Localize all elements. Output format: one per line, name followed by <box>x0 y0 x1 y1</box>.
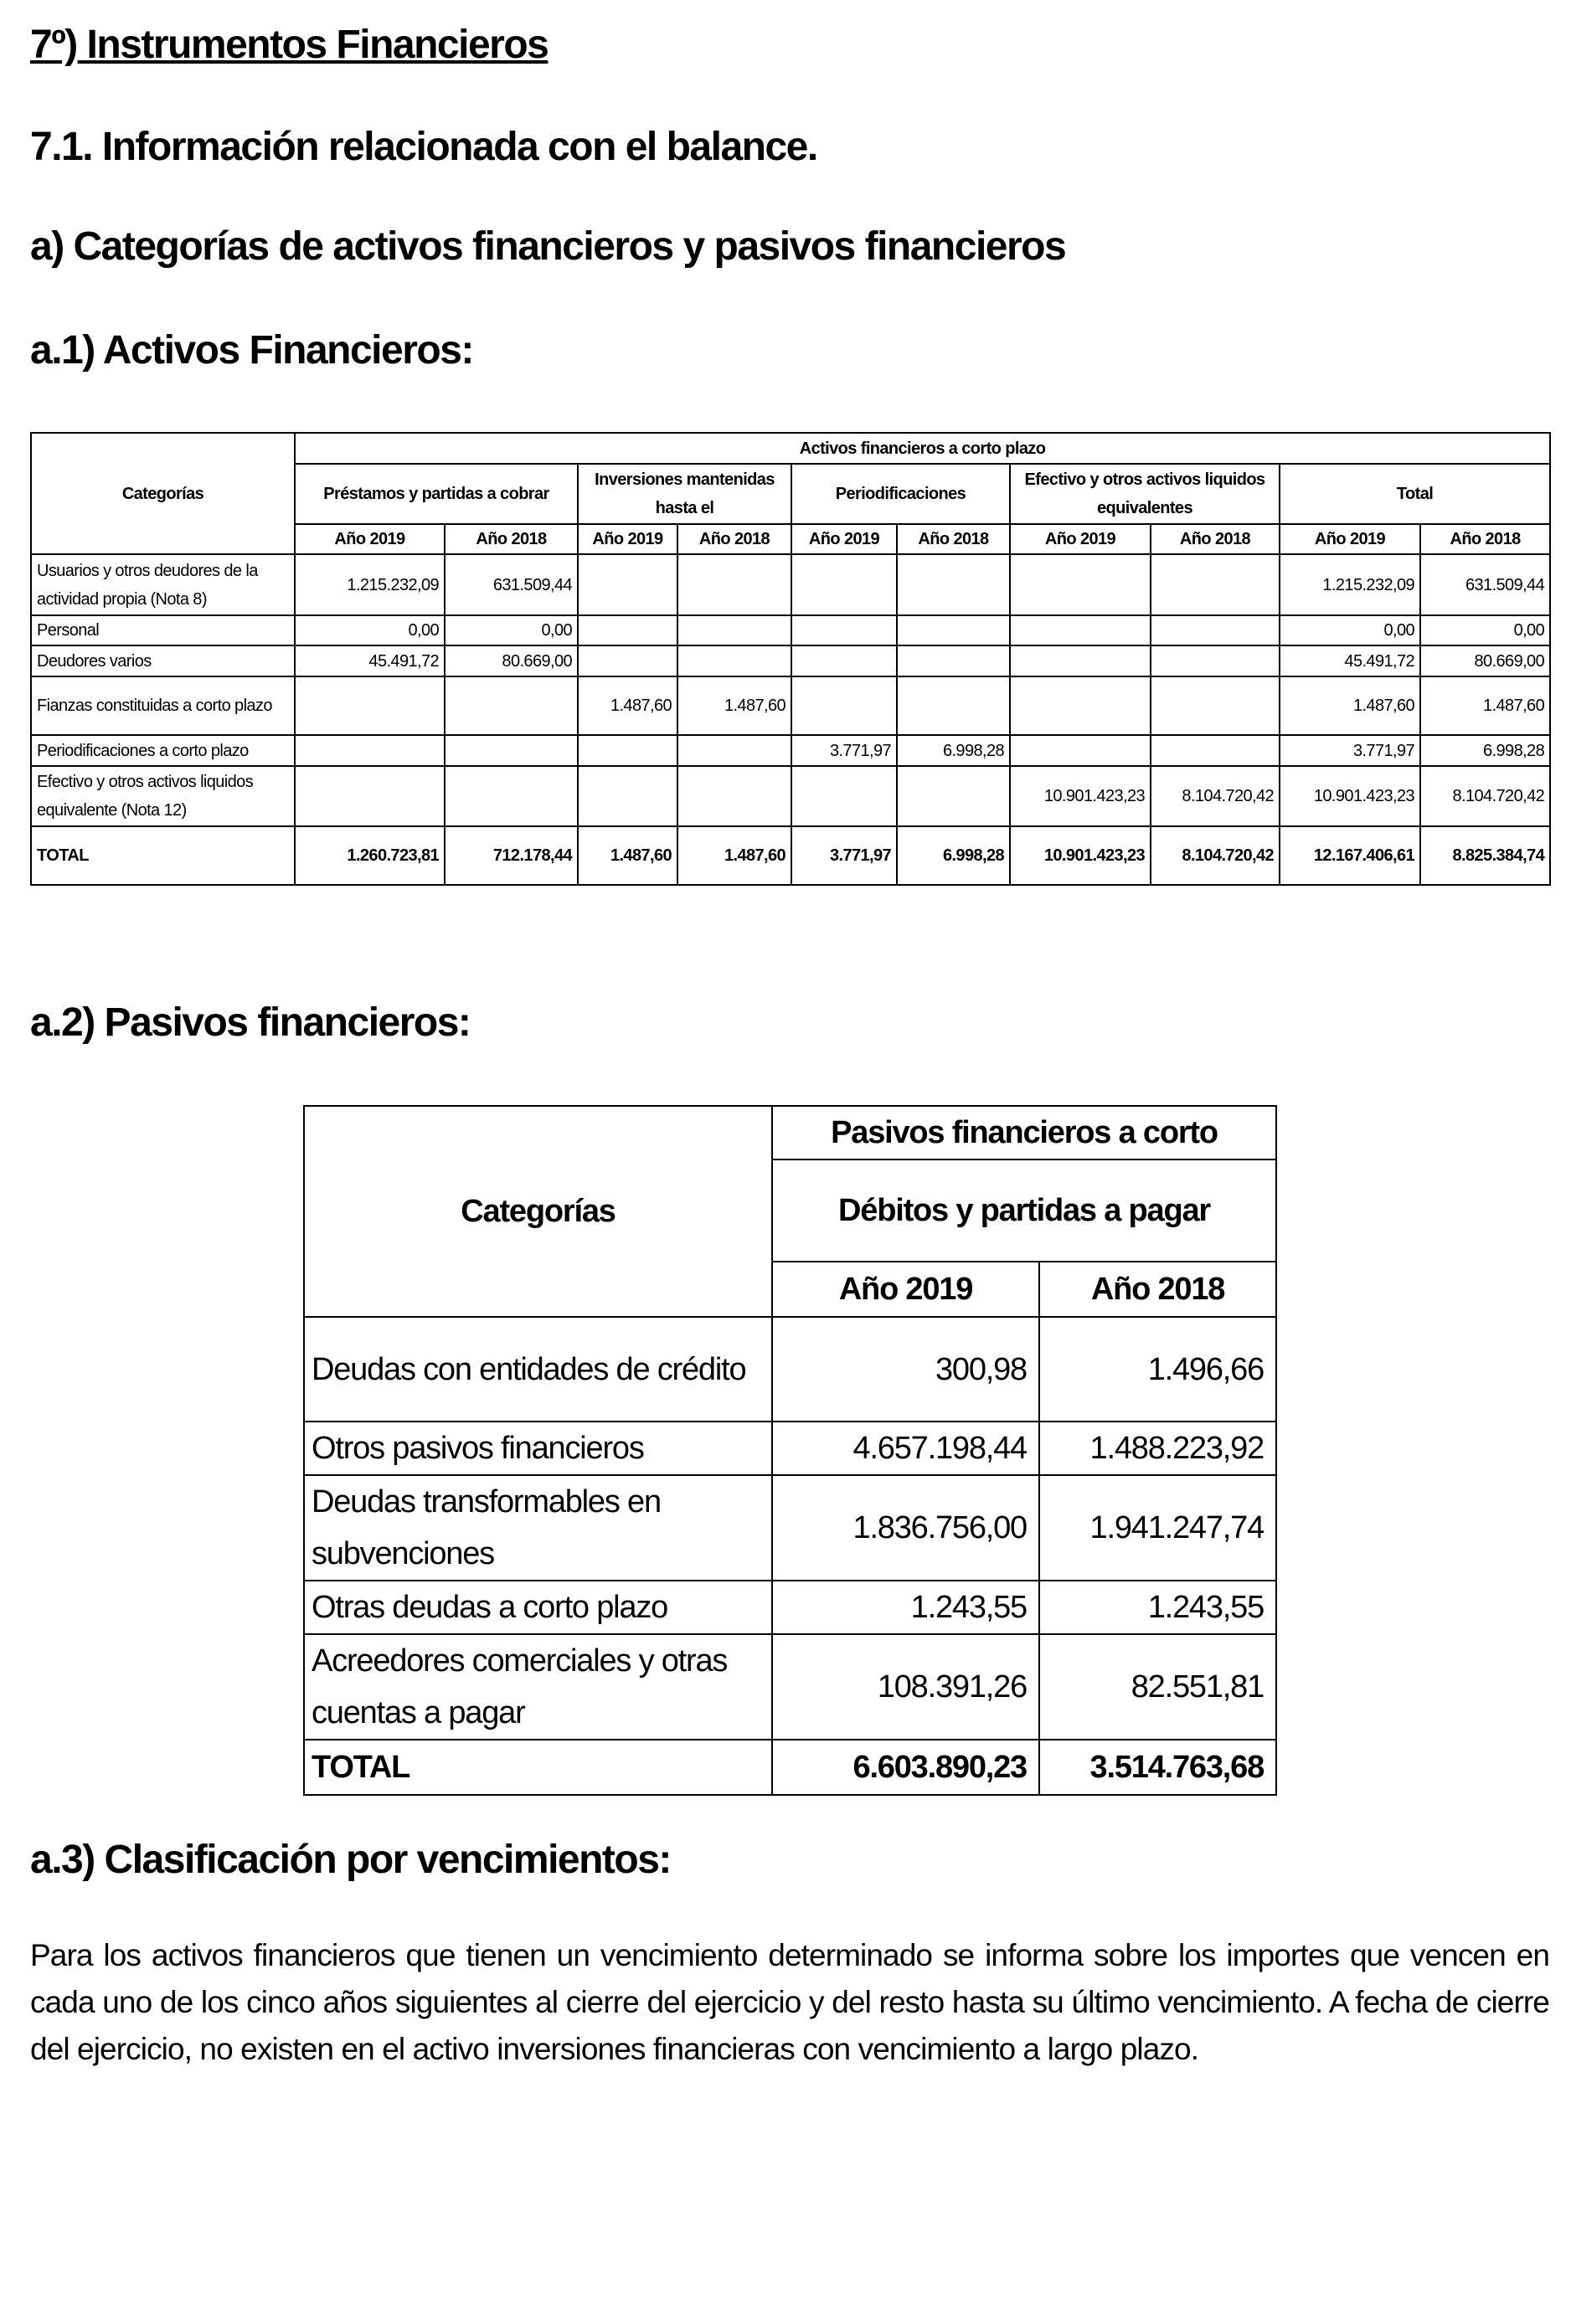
value-cell: 631.509,44 <box>445 554 578 615</box>
value-cell: 80.669,00 <box>1420 645 1550 676</box>
subsection-title: 7.1. Información relacionada con el balance. <box>30 125 817 169</box>
value-cell: 3.771,97 <box>791 735 897 766</box>
value-cell <box>791 615 897 645</box>
value-cell: 6.998,28 <box>1420 735 1550 766</box>
value-cell <box>791 645 897 676</box>
value-cell <box>791 554 897 615</box>
table-row <box>304 1317 1276 1422</box>
value-cell: 1.243,55 <box>772 1581 1039 1634</box>
table-row <box>304 1422 1276 1475</box>
value-cell <box>897 645 1010 676</box>
value-cell <box>677 766 791 826</box>
group-header: Activos financieros a corto plazo <box>295 433 1550 464</box>
column-group-header: Inversiones mantenidas hasta el <box>578 464 791 524</box>
row-label: Personal <box>31 615 295 645</box>
value-cell: 10.901.423,23 <box>1280 766 1420 826</box>
value-cell <box>445 735 578 766</box>
total-row <box>31 826 1550 885</box>
value-cell: 1.215.232,09 <box>1280 554 1420 615</box>
value-cell: 1.487,60 <box>1420 676 1550 735</box>
value-cell <box>295 735 445 766</box>
value-cell: 82.551,81 <box>1039 1634 1276 1740</box>
row-label: Fianzas constituidas a corto plazo <box>31 676 295 735</box>
value-cell <box>897 615 1010 645</box>
value-cell: 0,00 <box>1420 615 1550 645</box>
categories-heading: a) Categorías de activos financieros y pasivos financieros <box>30 224 1066 269</box>
value-cell <box>791 676 897 735</box>
year-header: Año 2018 <box>445 524 578 554</box>
section-title: 7º) Instrumentos Financieros <box>30 23 549 67</box>
value-cell <box>1010 735 1151 766</box>
total-value: 6.998,28 <box>897 826 1010 885</box>
value-cell: 45.491,72 <box>295 645 445 676</box>
value-cell <box>445 676 578 735</box>
value-cell <box>578 615 677 645</box>
year-header: Año 2019 <box>295 524 445 554</box>
financial-liabilities-table <box>303 1105 1277 1796</box>
column-group-header: Total <box>1280 464 1550 524</box>
categories-header: Categorías <box>31 433 295 554</box>
value-cell: 1.836.756,00 <box>772 1475 1039 1581</box>
total-value: 1.260.723,81 <box>295 826 445 885</box>
value-cell: 1.487,60 <box>578 676 677 735</box>
value-cell: 4.657.198,44 <box>772 1422 1039 1475</box>
value-cell <box>677 615 791 645</box>
row-label: Periodificaciones a corto plazo <box>31 735 295 766</box>
table-row <box>31 735 1550 766</box>
year-header: Año 2019 <box>772 1262 1039 1317</box>
value-cell <box>1010 676 1151 735</box>
row-label: Deudas con entidades de crédito <box>304 1317 772 1422</box>
value-cell <box>445 766 578 826</box>
total-value: 3.771,97 <box>791 826 897 885</box>
value-cell: 1.941.247,74 <box>1039 1475 1276 1581</box>
value-cell <box>677 554 791 615</box>
value-cell: 80.669,00 <box>445 645 578 676</box>
value-cell <box>897 554 1010 615</box>
value-cell <box>791 766 897 826</box>
value-cell <box>677 735 791 766</box>
value-cell: 0,00 <box>1280 615 1420 645</box>
table-row <box>31 645 1550 676</box>
value-cell: 1.496,66 <box>1039 1317 1276 1422</box>
subgroup-header: Débitos y partidas a pagar <box>772 1159 1276 1262</box>
total-value: 1.487,60 <box>578 826 677 885</box>
total-value: 1.487,60 <box>677 826 791 885</box>
row-label: Deudas transformables en subvenciones <box>304 1475 772 1581</box>
total-value: 6.603.890,23 <box>772 1740 1039 1795</box>
total-value: 8.825.384,74 <box>1420 826 1550 885</box>
value-cell <box>578 766 677 826</box>
value-cell: 1.487,60 <box>677 676 791 735</box>
value-cell: 631.509,44 <box>1420 554 1550 615</box>
row-label: Acreedores comerciales y otras cuentas a pagar <box>304 1634 772 1740</box>
value-cell <box>295 766 445 826</box>
year-header: Año 2018 <box>1420 524 1550 554</box>
total-row <box>304 1740 1276 1795</box>
value-cell: 1.488.223,92 <box>1039 1422 1276 1475</box>
maturity-paragraph: Para los activos financieros que tienen un vencimiento determinado se informa sobre los importes que vencen en cada uno de los cinco años siguientes al cierre del ejercicio y del resto hasta su último vencimiento. A fecha de cierre del ejercicio, no existen en el activo inversiones financieras con vencimiento a largo plazo. <box>30 1938 1549 2066</box>
value-cell <box>1151 676 1280 735</box>
total-value: 712.178,44 <box>445 826 578 885</box>
value-cell <box>295 676 445 735</box>
table-row <box>304 1475 1276 1581</box>
year-header: Año 2019 <box>1010 524 1151 554</box>
liabilities-heading: a.2) Pasivos financieros: <box>30 1000 471 1045</box>
value-cell <box>1010 554 1151 615</box>
year-header: Año 2019 <box>578 524 677 554</box>
value-cell: 1.487,60 <box>1280 676 1420 735</box>
total-value: 10.901.423,23 <box>1010 826 1151 885</box>
table-row <box>31 554 1550 615</box>
value-cell: 0,00 <box>445 615 578 645</box>
year-header: Año 2018 <box>1151 524 1280 554</box>
column-group-header: Periodificaciones <box>791 464 1010 524</box>
value-cell <box>578 554 677 615</box>
value-cell <box>1151 554 1280 615</box>
column-group-header: Préstamos y partidas a cobrar <box>295 464 578 524</box>
value-cell <box>1151 645 1280 676</box>
value-cell <box>897 766 1010 826</box>
year-header: Año 2018 <box>897 524 1010 554</box>
value-cell <box>677 645 791 676</box>
row-label: Otros pasivos financieros <box>304 1422 772 1475</box>
value-cell: 45.491,72 <box>1280 645 1420 676</box>
value-cell: 1.215.232,09 <box>295 554 445 615</box>
table-row <box>304 1581 1276 1634</box>
value-cell <box>1151 615 1280 645</box>
total-value: 12.167.406,61 <box>1280 826 1420 885</box>
value-cell <box>1010 615 1151 645</box>
assets-heading: a.1) Activos Financieros: <box>30 328 473 373</box>
total-value: 3.514.763,68 <box>1039 1740 1276 1795</box>
table-row <box>304 1634 1276 1740</box>
total-label: TOTAL <box>31 826 295 885</box>
row-label: Usuarios y otros deudores de la actividad propia (Nota 8) <box>31 554 295 615</box>
maturity-heading: a.3) Clasificación por vencimientos: <box>30 1838 671 1882</box>
column-group-header: Efectivo y otros activos liquidos equivalentes <box>1010 464 1280 524</box>
value-cell: 3.771,97 <box>1280 735 1420 766</box>
value-cell <box>578 735 677 766</box>
categories-header: Categorías <box>304 1106 772 1317</box>
total-value: 8.104.720,42 <box>1151 826 1280 885</box>
financial-assets-table <box>30 432 1551 886</box>
row-label: Efectivo y otros activos liquidos equivalente (Nota 12) <box>31 766 295 826</box>
value-cell: 10.901.423,23 <box>1010 766 1151 826</box>
value-cell <box>897 676 1010 735</box>
value-cell: 6.998,28 <box>897 735 1010 766</box>
year-header: Año 2018 <box>677 524 791 554</box>
value-cell <box>1151 735 1280 766</box>
table-row <box>31 766 1550 826</box>
value-cell: 8.104.720,42 <box>1420 766 1550 826</box>
total-label: TOTAL <box>304 1740 772 1795</box>
year-header: Año 2019 <box>791 524 897 554</box>
year-header: Año 2018 <box>1039 1262 1276 1317</box>
table-row <box>31 615 1550 645</box>
value-cell <box>1010 645 1151 676</box>
value-cell: 8.104.720,42 <box>1151 766 1280 826</box>
value-cell: 0,00 <box>295 615 445 645</box>
value-cell: 1.243,55 <box>1039 1581 1276 1634</box>
group-header: Pasivos financieros a corto <box>772 1106 1276 1159</box>
row-label: Otras deudas a corto plazo <box>304 1581 772 1634</box>
value-cell <box>578 645 677 676</box>
year-header: Año 2019 <box>1280 524 1420 554</box>
value-cell: 300,98 <box>772 1317 1039 1422</box>
table-row <box>31 676 1550 735</box>
row-label: Deudores varios <box>31 645 295 676</box>
value-cell: 108.391,26 <box>772 1634 1039 1740</box>
